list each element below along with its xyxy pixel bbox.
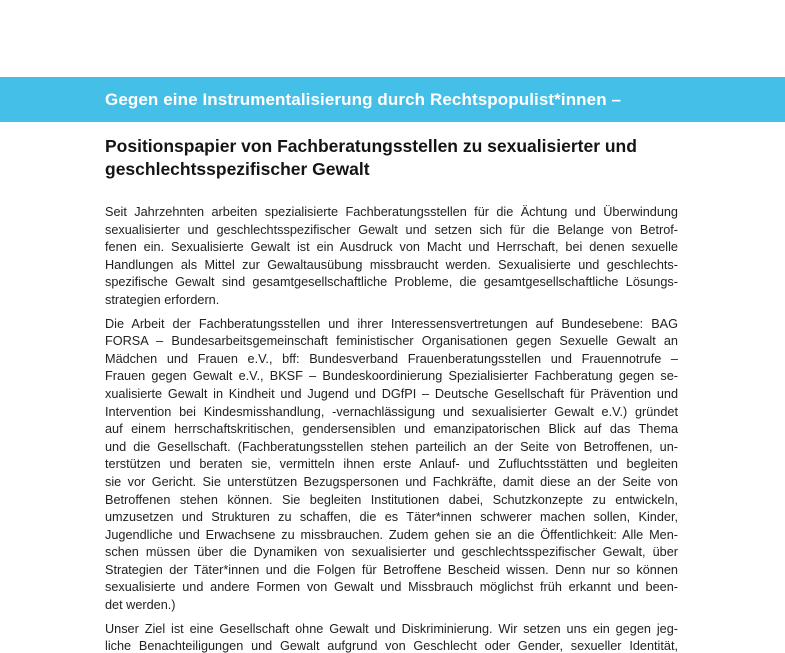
text-line: terstützen und beraten sie, vermitteln ihnen erste Anlauf- und Zufluchtsstätten und begleiten xyxy=(105,457,678,472)
document-title xyxy=(105,135,678,181)
text-line: Strategien der Täter*innen und die Folgen für Betroffene Bescheid wissen. Denn nur so können xyxy=(105,562,678,577)
text-line: det werden.) xyxy=(105,598,176,613)
text-line: Die Arbeit der Fachberatungsstellen und ihrer Interessensvertretungen auf Bundesebene: BAG xyxy=(105,316,678,331)
text-line: und die Gesellschaft. (Fachberatungsstellen stehen parteilich an der Seite von Betroffenen, un- xyxy=(105,439,678,454)
text-line: auf einem herrschaftskritischen, gendersensiblen und emanzipatorischen Blick auf das Thema xyxy=(105,422,678,437)
text-line: fenen ein. Sexualisierte Gewalt ist ein Ausdruck von Macht und Herrschaft, bei denen sexuelle xyxy=(105,240,678,255)
text-line: Mädchen und Frauen e.V., bff: Bundesverband Frauenberatungsstellen und Frauennotrufe – xyxy=(105,351,678,366)
text-line: sexualisierter und geschlechtsspezifischer Gewalt und setzen sich für die Belange von Betrof- xyxy=(105,222,678,237)
text-line: spezifische Gewalt sind gesamtgesellschaftliche Probleme, die gesamtgesellschaftliche Lösungs- xyxy=(105,275,678,290)
text-line: umzusetzen und Strukturen zu schaffen, die es Täter*innen schwerer machen sollen, Kinder, xyxy=(105,510,678,525)
paragraph-3 xyxy=(105,621,678,653)
text-line: strategien erfordern. xyxy=(105,292,220,307)
paragraph-1 xyxy=(105,204,678,310)
text-line: Intervention bei Kindesmisshandlung, -vernachlässigung und sexualisierter Gewalt e.V.) gründet xyxy=(105,404,678,419)
text-line: Unser Ziel ist eine Gesellschaft ohne Gewalt und Diskriminierung. Wir setzen uns ein gegen jeg- xyxy=(105,621,678,636)
document-paragraphs xyxy=(105,204,678,653)
document-content xyxy=(105,135,678,653)
text-line: sie vor Gericht. Sie unterstützen Bezugspersonen und Fachkräfte, damit diese an der Seite von xyxy=(105,474,678,489)
text-line: Handlungen als Mittel zur Gewaltausübung missbraucht werden. Sexualisierte und geschlechts- xyxy=(105,257,678,272)
text-line: FORSA – Bundesarbeitsgemeinschaft feministischer Organisationen gegen Sexuelle Gewalt an xyxy=(105,334,678,349)
banner-title: Gegen eine Instrumentalisierung durch Rechtspopulist*innen – xyxy=(105,89,622,109)
text-line: schen müssen über die Dynamiken von sexualisierter und geschlechtsspezifischer Gewalt, über xyxy=(105,545,678,560)
text-line: Betroffenen stehen können. Sie begleiten Institutionen dabei, Schutzkonzepte zu entwickeln, xyxy=(105,492,678,507)
text-line: Positionspapier von Fachberatungsstellen zu sexualisierter und xyxy=(105,136,637,156)
banner xyxy=(0,77,785,122)
text-line: xualisierte Gewalt in Kindheit und Jugend und DGfPI – Deutsche Gesellschaft für Prävention und xyxy=(105,386,678,401)
text-line: liche Benachteiligungen und Gewalt aufgrund von Geschlecht oder Gender, sexueller Identität, xyxy=(105,639,678,653)
paragraph-2 xyxy=(105,316,678,615)
text-line: geschlechtsspezifischer Gewalt xyxy=(105,159,370,179)
text-line: Jugendliche und Erwachsene zu missbrauchen. Zudem gehen sie an die Öffentlichkeit: Alle Men- xyxy=(105,527,678,542)
text-line: Seit Jahrzehnten arbeiten spezialisierte Fachberatungsstellen für die Ächtung und Überwindung xyxy=(105,205,678,219)
text-line: sexualisierte und andere Formen von Gewalt und Missbrauch möglichst früh erkannt und been- xyxy=(105,580,678,595)
text-line: Frauen gegen Gewalt e.V., BKSF – Bundeskoordinierung Spezialisierter Fachberatung gegen se- xyxy=(105,369,678,384)
